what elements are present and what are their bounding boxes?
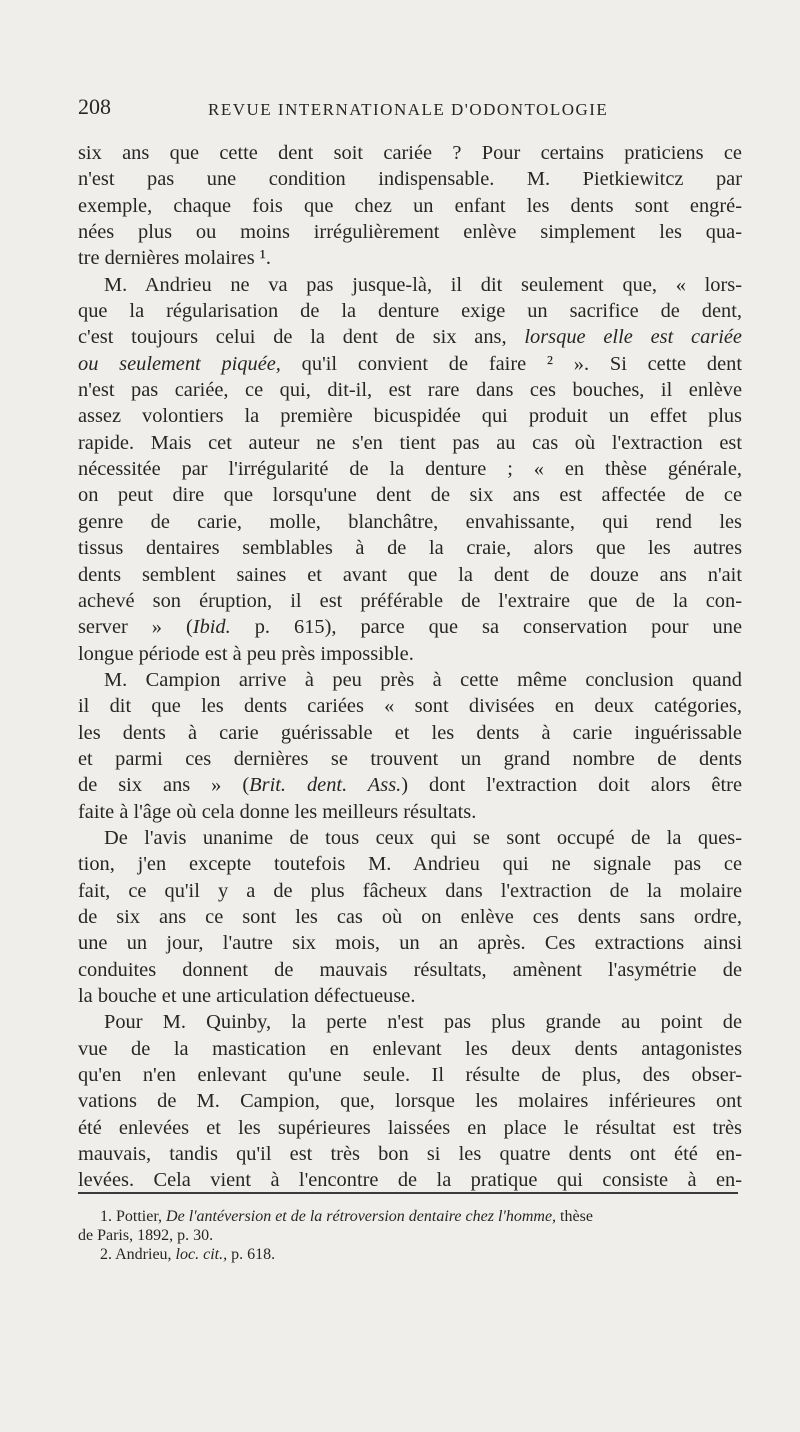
text-line: six ans que cette dent soit cariée ? Pour certains praticiens ce bbox=[78, 142, 742, 164]
text-line bbox=[78, 614, 742, 640]
footnote-text: 1. Pottier, bbox=[100, 1208, 163, 1225]
text-line: faite à l'âge où cela donne les meilleurs résultats. bbox=[78, 800, 477, 823]
text-line: Pour M. Quinby, la perte n'est pas plus grande au point de bbox=[104, 1011, 742, 1034]
text-line: dents semblent saines et avant que la dent de douze ans n'ait bbox=[78, 563, 742, 586]
footnote-2 bbox=[78, 1245, 742, 1264]
text-line: tissus dentaires semblables à de la craie, alors que les autres bbox=[78, 537, 742, 560]
text-line: De l'avis unanime de tous ceux qui se sont occupé de la ques- bbox=[104, 826, 742, 849]
text-line: la bouche et une articulation défectueuse. bbox=[78, 985, 416, 1007]
text-line: il dit que les dents cariées « sont divisées en deux catégories, bbox=[78, 695, 742, 718]
text-run: p. 615), parce que sa conservation pour une bbox=[254, 616, 742, 639]
text-line: que la régularisation de la denture exige un sacrifice de dent, bbox=[78, 300, 742, 323]
text-line: assez volontiers la première bicuspidée qui produit un effet plus bbox=[78, 405, 742, 428]
italic-text: Brit. dent. Ass. bbox=[249, 774, 402, 797]
text-line: nées plus ou moins irrégulièrement enlève simplement les qua- bbox=[78, 221, 742, 244]
text-line: tion, j'en excepte toutefois M. Andrieu qui ne signale pas ce bbox=[78, 853, 742, 876]
text-line: levées. Cela vient à l'encontre de la pratique qui consiste à en- bbox=[78, 1169, 742, 1192]
footnote-text: p. 618. bbox=[231, 1246, 276, 1263]
text-line: M. Andrieu ne va pas jusque-là, il dit seulement que, « lors- bbox=[104, 273, 742, 296]
text-line: été enlevées et les supérieures laissées en place le résultat est très bbox=[78, 1116, 742, 1139]
footnote-text: thèse bbox=[560, 1208, 593, 1225]
text-run: ) dont l'extraction doit alors être bbox=[401, 774, 742, 797]
text-line: exemple, chaque fois que chez un enfant les dents sont engré- bbox=[78, 194, 742, 217]
text-line: genre de carie, molle, blanchâtre, envahissante, qui rend les bbox=[78, 510, 742, 533]
text-run: de six ans » ( bbox=[78, 774, 250, 797]
text-line: achevé son éruption, il est préférable de l'extraire que de la con- bbox=[78, 589, 742, 612]
text-line bbox=[78, 351, 742, 377]
text-line bbox=[78, 324, 742, 350]
italic-text: lorsque elle est cariée bbox=[524, 326, 742, 349]
page-number: 208 bbox=[78, 94, 111, 119]
footnote-title: loc. cit., bbox=[175, 1246, 228, 1263]
page-header bbox=[78, 94, 742, 124]
text-line: une un jour, l'autre six mois, un an après. Ces extractions ainsi bbox=[78, 932, 742, 955]
footnotes bbox=[78, 1207, 742, 1264]
text-line: vations de M. Campion, que, lorsque les molaires inférieures ont bbox=[78, 1090, 742, 1113]
text-line: et parmi ces dernières se trouvent un grand nombre de dents bbox=[78, 747, 742, 770]
text-line: de six ans ce sont les cas où on enlève ces dents sans ordre, bbox=[78, 905, 742, 928]
italic-text: Ibid. bbox=[192, 616, 231, 639]
text-line: tre dernières molaires ¹. bbox=[78, 247, 271, 270]
text-run: server » ( bbox=[78, 616, 193, 639]
footnote-1 bbox=[78, 1207, 742, 1226]
text-line: M. Campion arrive à peu près à cette même conclusion quand bbox=[104, 668, 742, 691]
text-line: fait, ce qu'il y a de plus fâcheux dans l'extraction de la molaire bbox=[78, 879, 742, 902]
text-run: qu'il convient de faire ² ». Si cette dent bbox=[301, 352, 742, 375]
footnote-title: De l'antéversion et de la rétroversion dentaire chez l'homme, bbox=[166, 1208, 557, 1225]
text-line: conduites donnent de mauvais résultats, amènent l'asymétrie de bbox=[78, 958, 742, 981]
text-line: les dents à carie guérissable et les dents à carie inguérissable bbox=[78, 721, 742, 744]
text-line: longue période est à peu près impossible. bbox=[78, 642, 414, 665]
text-line: mauvais, tandis qu'il est très bon si les quatre dents ont été en- bbox=[78, 1143, 742, 1166]
text-line: rapide. Mais cet auteur ne s'en tient pas au cas où l'extraction est bbox=[78, 431, 742, 454]
running-title: REVUE INTERNATIONALE D'ODONTOLOGIE bbox=[208, 100, 609, 119]
text-line bbox=[78, 772, 742, 798]
body-text bbox=[78, 140, 742, 1194]
italic-text: ou seulement piquée, bbox=[78, 352, 281, 375]
text-run: c'est toujours celui de la dent de six ans, bbox=[78, 326, 507, 349]
text-line: on peut dire que lorsqu'une dent de six ans est affectée de ce bbox=[78, 484, 742, 507]
footnote-1-cont: de Paris, 1892, p. 30. bbox=[78, 1227, 214, 1244]
text-line: n'est pas une condition indispensable. M. Pietkiewitcz par bbox=[78, 168, 742, 191]
text-line: nécessitée par l'irrégularité de la denture ; « en thèse générale, bbox=[78, 458, 742, 481]
text-line: vue de la mastication en enlevant les deux dents antagonistes bbox=[78, 1037, 742, 1060]
footnote-divider bbox=[78, 1192, 738, 1194]
text-line: qu'en n'en enlevant qu'une seule. Il résulte de plus, des obser- bbox=[78, 1064, 742, 1087]
text-line: n'est pas cariée, ce qui, dit-il, est rare dans ces bouches, il enlève bbox=[78, 379, 742, 402]
footnote-text: 2. Andrieu, bbox=[100, 1246, 172, 1263]
